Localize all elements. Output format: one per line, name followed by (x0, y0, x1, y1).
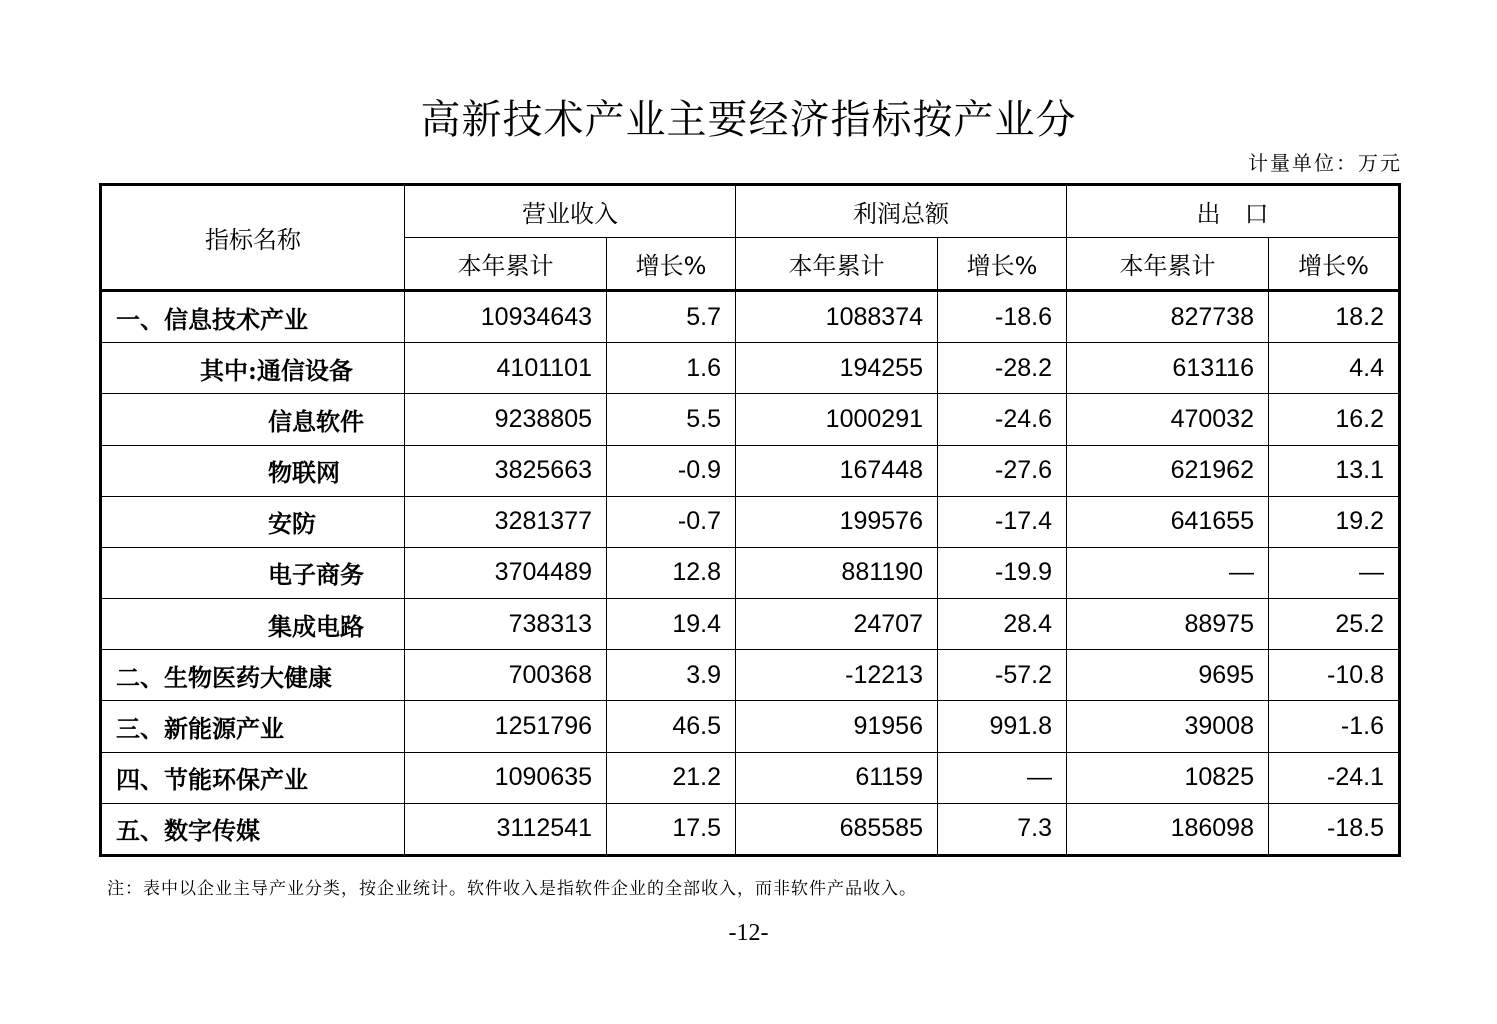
cell-profit-cumulative: 1000291 (736, 394, 938, 445)
cell-export-cumulative: 827738 (1067, 291, 1269, 343)
header-export-growth: 增长% (1269, 238, 1400, 291)
cell-revenue-cumulative: 738313 (405, 599, 607, 650)
cell-export-growth: -18.5 (1269, 803, 1400, 855)
cell-profit-growth: -28.2 (938, 343, 1067, 394)
table-row (101, 803, 1400, 855)
cell-export-growth: -1.6 (1269, 701, 1400, 752)
header-profit-growth: 增长% (938, 238, 1067, 291)
row-indicator-name: 信息软件 (101, 394, 405, 445)
cell-revenue-growth: -0.7 (607, 496, 736, 547)
cell-export-cumulative: — (1067, 547, 1269, 598)
cell-export-cumulative: 10825 (1067, 752, 1269, 803)
row-indicator-name: 安防 (101, 496, 405, 547)
cell-revenue-cumulative: 10934643 (405, 291, 607, 343)
cell-revenue-cumulative: 3704489 (405, 547, 607, 598)
cell-revenue-growth: 21.2 (607, 752, 736, 803)
cell-profit-cumulative: 1088374 (736, 291, 938, 343)
cell-revenue-growth: -0.9 (607, 445, 736, 496)
cell-revenue-cumulative: 3281377 (405, 496, 607, 547)
cell-revenue-cumulative: 1090635 (405, 752, 607, 803)
cell-profit-growth: -27.6 (938, 445, 1067, 496)
page-title: 高新技术产业主要经济指标按产业分 (420, 97, 1077, 143)
cell-export-cumulative: 9695 (1067, 650, 1269, 701)
page-number: -12- (728, 920, 769, 946)
table-body (101, 291, 1400, 856)
cell-profit-growth: 28.4 (938, 599, 1067, 650)
table-row (101, 445, 1400, 496)
row-indicator-name: 四、节能环保产业 (101, 752, 405, 803)
cell-export-growth: 16.2 (1269, 394, 1400, 445)
cell-export-growth: 19.2 (1269, 496, 1400, 547)
cell-profit-growth: -24.6 (938, 394, 1067, 445)
cell-export-growth: -24.1 (1269, 752, 1400, 803)
cell-revenue-growth: 5.7 (607, 291, 736, 343)
table-row (101, 496, 1400, 547)
header-row-groups (101, 185, 1400, 238)
row-indicator-name: 电子商务 (101, 547, 405, 598)
table-row (101, 650, 1400, 701)
cell-profit-growth: -57.2 (938, 650, 1067, 701)
cell-profit-growth: -19.9 (938, 547, 1067, 598)
cell-revenue-growth: 19.4 (607, 599, 736, 650)
cell-profit-growth: 991.8 (938, 701, 1067, 752)
cell-profit-growth: 7.3 (938, 803, 1067, 855)
header-indicator-name: 指标名称 (101, 185, 405, 291)
cell-revenue-growth: 17.5 (607, 803, 736, 855)
unit-label: 计量单位：万元 (1248, 151, 1402, 175)
cell-export-growth: 18.2 (1269, 291, 1400, 343)
header-revenue-growth: 增长% (607, 238, 736, 291)
cell-revenue-growth: 46.5 (607, 701, 736, 752)
cell-revenue-cumulative: 1251796 (405, 701, 607, 752)
cell-profit-growth: — (938, 752, 1067, 803)
header-group-profit: 利润总额 (736, 185, 1067, 238)
cell-revenue-cumulative: 9238805 (405, 394, 607, 445)
table-row (101, 752, 1400, 803)
cell-profit-growth: -17.4 (938, 496, 1067, 547)
row-indicator-name: 三、新能源产业 (101, 701, 405, 752)
header-group-revenue: 营业收入 (405, 185, 736, 238)
table-row (101, 701, 1400, 752)
cell-export-cumulative: 641655 (1067, 496, 1269, 547)
cell-profit-cumulative: 167448 (736, 445, 938, 496)
cell-export-cumulative: 88975 (1067, 599, 1269, 650)
cell-export-cumulative: 613116 (1067, 343, 1269, 394)
cell-profit-cumulative: 685585 (736, 803, 938, 855)
cell-revenue-growth: 5.5 (607, 394, 736, 445)
cell-profit-cumulative: -12213 (736, 650, 938, 701)
cell-export-growth: 4.4 (1269, 343, 1400, 394)
cell-revenue-cumulative: 3112541 (405, 803, 607, 855)
cell-profit-cumulative: 194255 (736, 343, 938, 394)
table-row (101, 599, 1400, 650)
table-row (101, 291, 1400, 343)
cell-profit-growth: -18.6 (938, 291, 1067, 343)
cell-export-growth: 25.2 (1269, 599, 1400, 650)
row-indicator-name: 集成电路 (101, 599, 405, 650)
cell-profit-cumulative: 61159 (736, 752, 938, 803)
row-indicator-name: 其中:通信设备 (101, 343, 405, 394)
cell-profit-cumulative: 199576 (736, 496, 938, 547)
table-row (101, 547, 1400, 598)
indicator-table (99, 183, 1401, 857)
cell-export-cumulative: 186098 (1067, 803, 1269, 855)
row-indicator-name: 五、数字传媒 (101, 803, 405, 855)
header-export-cumulative: 本年累计 (1067, 238, 1269, 291)
cell-profit-cumulative: 91956 (736, 701, 938, 752)
cell-revenue-cumulative: 3825663 (405, 445, 607, 496)
cell-export-growth: -10.8 (1269, 650, 1400, 701)
cell-export-growth: — (1269, 547, 1400, 598)
header-profit-cumulative: 本年累计 (736, 238, 938, 291)
header-group-export: 出 口 (1067, 185, 1400, 238)
header-revenue-cumulative: 本年累计 (405, 238, 607, 291)
row-indicator-name: 物联网 (101, 445, 405, 496)
cell-revenue-cumulative: 700368 (405, 650, 607, 701)
cell-profit-cumulative: 24707 (736, 599, 938, 650)
cell-revenue-cumulative: 4101101 (405, 343, 607, 394)
cell-export-cumulative: 39008 (1067, 701, 1269, 752)
cell-revenue-growth: 3.9 (607, 650, 736, 701)
cell-profit-cumulative: 881190 (736, 547, 938, 598)
footnote: 注：表中以企业主导产业分类，按企业统计。软件收入是指软件企业的全部收入，而非软件产品收入。 (107, 879, 917, 899)
table-row (101, 343, 1400, 394)
cell-export-growth: 13.1 (1269, 445, 1400, 496)
cell-export-cumulative: 470032 (1067, 394, 1269, 445)
row-indicator-name: 一、信息技术产业 (101, 291, 405, 343)
table-row (101, 394, 1400, 445)
cell-export-cumulative: 621962 (1067, 445, 1269, 496)
row-indicator-name: 二、生物医药大健康 (101, 650, 405, 701)
cell-revenue-growth: 12.8 (607, 547, 736, 598)
cell-revenue-growth: 1.6 (607, 343, 736, 394)
